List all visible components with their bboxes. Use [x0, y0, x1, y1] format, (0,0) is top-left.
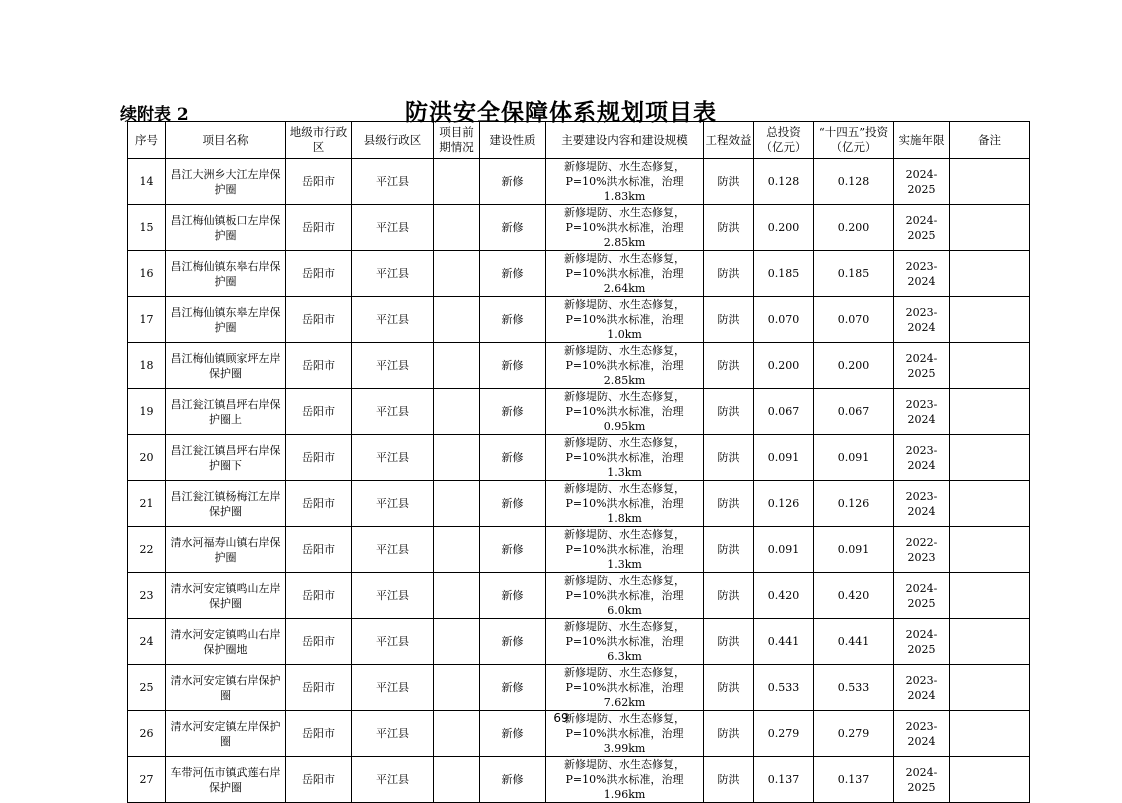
cell-col-main-content: 新修堤防、水生态修复，P=10%洪水标准，治理 1.83km [546, 159, 704, 205]
cell-col-total-investment: 0.126 [754, 481, 814, 527]
table-row [128, 619, 1030, 665]
cell-col-period: 2024-2025 [894, 573, 950, 619]
cell-col-prefecture: 岳阳市 [286, 757, 352, 803]
cell-col-preliminary [434, 665, 480, 711]
cell-col-county: 平江县 [352, 159, 434, 205]
cell-col-main-content: 新修堤防、水生态修复，P=10%洪水标准，治理 6.3km [546, 619, 704, 665]
table-row [128, 251, 1030, 297]
cell-col-preliminary [434, 481, 480, 527]
cell-col-remarks [950, 435, 1030, 481]
table-row [128, 343, 1030, 389]
cell-col-remarks [950, 481, 1030, 527]
cell-col-prefecture: 岳阳市 [286, 619, 352, 665]
cell-col-14th-five-year-investment: 0.441 [814, 619, 894, 665]
cell-col-14th-five-year-investment: 0.128 [814, 159, 894, 205]
header-col-preliminary: 项目前期情况 [434, 122, 480, 159]
cell-col-project-name: 车带河伍市镇武莲右岸保护圈 [166, 757, 286, 803]
cell-col-period: 2023-2024 [894, 251, 950, 297]
cell-col-county: 平江县 [352, 757, 434, 803]
cell-col-seq: 20 [128, 435, 166, 481]
cell-col-county: 平江县 [352, 619, 434, 665]
cell-col-project-name: 昌江瓮江镇昌坪右岸保护圈下 [166, 435, 286, 481]
header-col-project-name: 项目名称 [166, 122, 286, 159]
table-row [128, 665, 1030, 711]
cell-col-benefit: 防洪 [704, 389, 754, 435]
cell-col-total-investment: 0.185 [754, 251, 814, 297]
cell-col-county: 平江县 [352, 389, 434, 435]
cell-col-benefit: 防洪 [704, 573, 754, 619]
cell-col-period: 2023-2024 [894, 389, 950, 435]
cell-col-construction-type: 新修 [480, 757, 546, 803]
cell-col-14th-five-year-investment: 0.185 [814, 251, 894, 297]
cell-col-14th-five-year-investment: 0.200 [814, 205, 894, 251]
cell-col-remarks [950, 573, 1030, 619]
cell-col-total-investment: 0.091 [754, 527, 814, 573]
cell-col-total-investment: 0.279 [754, 711, 814, 757]
table-row [128, 527, 1030, 573]
cell-col-preliminary [434, 435, 480, 481]
table-row [128, 481, 1030, 527]
cell-col-main-content: 新修堤防、水生态修复，P=10%洪水标准，治理 2.85km [546, 205, 704, 251]
table-header-row [128, 122, 1030, 159]
project-table [127, 121, 1030, 803]
cell-col-prefecture: 岳阳市 [286, 159, 352, 205]
header-col-period: 实施年限 [894, 122, 950, 159]
cell-col-county: 平江县 [352, 435, 434, 481]
cell-col-county: 平江县 [352, 481, 434, 527]
cell-col-period: 2024-2025 [894, 757, 950, 803]
cell-col-total-investment: 0.533 [754, 665, 814, 711]
cell-col-benefit: 防洪 [704, 619, 754, 665]
cell-col-total-investment: 0.137 [754, 757, 814, 803]
cell-col-remarks [950, 389, 1030, 435]
cell-col-remarks [950, 159, 1030, 205]
cell-col-total-investment: 0.441 [754, 619, 814, 665]
table-row [128, 297, 1030, 343]
cell-col-construction-type: 新修 [480, 343, 546, 389]
cell-col-seq: 15 [128, 205, 166, 251]
cell-col-project-name: 清水河安定镇右岸保护圈 [166, 665, 286, 711]
table-body [128, 159, 1030, 803]
cell-col-remarks [950, 343, 1030, 389]
cell-col-project-name: 昌江瓮江镇杨梅江左岸保护圈 [166, 481, 286, 527]
cell-col-period: 2024-2025 [894, 343, 950, 389]
cell-col-remarks [950, 205, 1030, 251]
cell-col-seq: 18 [128, 343, 166, 389]
cell-col-total-investment: 0.067 [754, 389, 814, 435]
cell-col-benefit: 防洪 [704, 251, 754, 297]
cell-col-14th-five-year-investment: 0.279 [814, 711, 894, 757]
cell-col-total-investment: 0.200 [754, 205, 814, 251]
header-col-14th-five-year-investment: “十四五”投资（亿元） [814, 122, 894, 159]
header-col-seq: 序号 [128, 122, 166, 159]
table-row [128, 205, 1030, 251]
cell-col-construction-type: 新修 [480, 481, 546, 527]
table-caption: 续附表 2 [120, 105, 189, 125]
cell-col-county: 平江县 [352, 527, 434, 573]
cell-col-seq: 27 [128, 757, 166, 803]
cell-col-14th-five-year-investment: 0.137 [814, 757, 894, 803]
cell-col-preliminary [434, 527, 480, 573]
cell-col-project-name: 昌江梅仙镇东皋右岸保护圈 [166, 251, 286, 297]
cell-col-construction-type: 新修 [480, 665, 546, 711]
cell-col-project-name: 昌江大洲乡大江左岸保护圈 [166, 159, 286, 205]
cell-col-prefecture: 岳阳市 [286, 389, 352, 435]
page-number: 69 [553, 711, 569, 725]
cell-col-14th-five-year-investment: 0.067 [814, 389, 894, 435]
cell-col-period: 2023-2024 [894, 297, 950, 343]
cell-col-project-name: 清水河福寿山镇右岸保护圈 [166, 527, 286, 573]
cell-col-14th-five-year-investment: 0.126 [814, 481, 894, 527]
cell-col-benefit: 防洪 [704, 159, 754, 205]
cell-col-county: 平江县 [352, 297, 434, 343]
cell-col-main-content: 新修堤防、水生态修复，P=10%洪水标准，治理 1.96km [546, 757, 704, 803]
cell-col-total-investment: 0.070 [754, 297, 814, 343]
cell-col-14th-five-year-investment: 0.091 [814, 435, 894, 481]
cell-col-seq: 14 [128, 159, 166, 205]
cell-col-preliminary [434, 389, 480, 435]
cell-col-preliminary [434, 297, 480, 343]
cell-col-seq: 24 [128, 619, 166, 665]
cell-col-seq: 25 [128, 665, 166, 711]
header-col-prefecture: 地级市行政区 [286, 122, 352, 159]
cell-col-county: 平江县 [352, 251, 434, 297]
cell-col-benefit: 防洪 [704, 711, 754, 757]
cell-col-prefecture: 岳阳市 [286, 205, 352, 251]
cell-col-benefit: 防洪 [704, 297, 754, 343]
cell-col-total-investment: 0.420 [754, 573, 814, 619]
cell-col-construction-type: 新修 [480, 435, 546, 481]
cell-col-prefecture: 岳阳市 [286, 251, 352, 297]
table-row [128, 573, 1030, 619]
cell-col-construction-type: 新修 [480, 205, 546, 251]
cell-col-county: 平江县 [352, 711, 434, 757]
cell-col-county: 平江县 [352, 665, 434, 711]
cell-col-seq: 23 [128, 573, 166, 619]
cell-col-construction-type: 新修 [480, 159, 546, 205]
cell-col-period: 2024-2025 [894, 159, 950, 205]
cell-col-preliminary [434, 159, 480, 205]
cell-col-seq: 21 [128, 481, 166, 527]
cell-col-main-content: 新修堤防、水生态修复，P=10%洪水标准，治理 7.62km [546, 665, 704, 711]
cell-col-project-name: 昌江梅仙镇东皋左岸保护圈 [166, 297, 286, 343]
table-row [128, 435, 1030, 481]
cell-col-construction-type: 新修 [480, 251, 546, 297]
cell-col-construction-type: 新修 [480, 389, 546, 435]
cell-col-project-name: 清水河安定镇鸣山左岸保护圈 [166, 573, 286, 619]
cell-col-period: 2023-2024 [894, 711, 950, 757]
cell-col-benefit: 防洪 [704, 481, 754, 527]
table-row [128, 159, 1030, 205]
cell-col-preliminary [434, 757, 480, 803]
cell-col-main-content: 新修堤防、水生态修复，P=10%洪水标准，治理 3.99km [546, 711, 704, 757]
table-row [128, 757, 1030, 803]
cell-col-period: 2024-2025 [894, 205, 950, 251]
cell-col-county: 平江县 [352, 573, 434, 619]
cell-col-prefecture: 岳阳市 [286, 343, 352, 389]
cell-col-preliminary [434, 251, 480, 297]
cell-col-prefecture: 岳阳市 [286, 573, 352, 619]
cell-col-main-content: 新修堤防、水生态修复，P=10%洪水标准，治理 1.3km [546, 527, 704, 573]
cell-col-project-name: 昌江梅仙镇顾家坪左岸保护圈 [166, 343, 286, 389]
cell-col-project-name: 清水河安定镇左岸保护圈 [166, 711, 286, 757]
cell-col-prefecture: 岳阳市 [286, 527, 352, 573]
cell-col-county: 平江县 [352, 205, 434, 251]
header-col-construction-type: 建设性质 [480, 122, 546, 159]
cell-col-project-name: 昌江瓮江镇昌坪右岸保护圈上 [166, 389, 286, 435]
cell-col-14th-five-year-investment: 0.091 [814, 527, 894, 573]
cell-col-period: 2023-2024 [894, 435, 950, 481]
cell-col-construction-type: 新修 [480, 573, 546, 619]
cell-col-remarks [950, 297, 1030, 343]
cell-col-total-investment: 0.128 [754, 159, 814, 205]
cell-col-benefit: 防洪 [704, 757, 754, 803]
cell-col-project-name: 清水河安定镇鸣山右岸保护圈地 [166, 619, 286, 665]
cell-col-construction-type: 新修 [480, 711, 546, 757]
header-col-remarks: 备注 [950, 122, 1030, 159]
cell-col-prefecture: 岳阳市 [286, 711, 352, 757]
cell-col-prefecture: 岳阳市 [286, 481, 352, 527]
cell-col-seq: 16 [128, 251, 166, 297]
cell-col-total-investment: 0.091 [754, 435, 814, 481]
cell-col-remarks [950, 757, 1030, 803]
cell-col-main-content: 新修堤防、水生态修复，P=10%洪水标准，治理 1.0km [546, 297, 704, 343]
cell-col-county: 平江县 [352, 343, 434, 389]
cell-col-benefit: 防洪 [704, 205, 754, 251]
header-col-main-content: 主要建设内容和建设规模 [546, 122, 704, 159]
cell-col-period: 2022-2023 [894, 527, 950, 573]
page-title: 防洪安全保障体系规划项目表 [405, 99, 717, 126]
cell-col-remarks [950, 619, 1030, 665]
cell-col-period: 2023-2024 [894, 481, 950, 527]
cell-col-project-name: 昌江梅仙镇板口左岸保护圈 [166, 205, 286, 251]
cell-col-preliminary [434, 619, 480, 665]
header-col-benefit: 工程效益 [704, 122, 754, 159]
table-row [128, 389, 1030, 435]
cell-col-preliminary [434, 573, 480, 619]
cell-col-construction-type: 新修 [480, 619, 546, 665]
cell-col-total-investment: 0.200 [754, 343, 814, 389]
cell-col-remarks [950, 251, 1030, 297]
cell-col-seq: 22 [128, 527, 166, 573]
cell-col-construction-type: 新修 [480, 527, 546, 573]
cell-col-main-content: 新修堤防、水生态修复，P=10%洪水标准，治理 1.3km [546, 435, 704, 481]
cell-col-benefit: 防洪 [704, 343, 754, 389]
cell-col-benefit: 防洪 [704, 527, 754, 573]
cell-col-prefecture: 岳阳市 [286, 665, 352, 711]
cell-col-construction-type: 新修 [480, 297, 546, 343]
cell-col-main-content: 新修堤防、水生态修复，P=10%洪水标准，治理 1.8km [546, 481, 704, 527]
cell-col-remarks [950, 665, 1030, 711]
cell-col-seq: 19 [128, 389, 166, 435]
cell-col-seq: 17 [128, 297, 166, 343]
cell-col-main-content: 新修堤防、水生态修复，P=10%洪水标准，治理 2.64km [546, 251, 704, 297]
cell-col-remarks [950, 527, 1030, 573]
cell-col-main-content: 新修堤防、水生态修复，P=10%洪水标准，治理 2.85km [546, 343, 704, 389]
cell-col-preliminary [434, 205, 480, 251]
cell-col-prefecture: 岳阳市 [286, 435, 352, 481]
cell-col-main-content: 新修堤防、水生态修复，P=10%洪水标准，治理 0.95km [546, 389, 704, 435]
cell-col-14th-five-year-investment: 0.533 [814, 665, 894, 711]
header-col-county: 县级行政区 [352, 122, 434, 159]
cell-col-prefecture: 岳阳市 [286, 297, 352, 343]
cell-col-period: 2024-2025 [894, 619, 950, 665]
cell-col-seq: 26 [128, 711, 166, 757]
cell-col-period: 2023-2024 [894, 665, 950, 711]
cell-col-14th-five-year-investment: 0.070 [814, 297, 894, 343]
cell-col-main-content: 新修堤防、水生态修复，P=10%洪水标准，治理 6.0km [546, 573, 704, 619]
header-col-total-investment: 总投资（亿元） [754, 122, 814, 159]
cell-col-preliminary [434, 343, 480, 389]
cell-col-14th-five-year-investment: 0.200 [814, 343, 894, 389]
cell-col-14th-five-year-investment: 0.420 [814, 573, 894, 619]
cell-col-benefit: 防洪 [704, 435, 754, 481]
cell-col-benefit: 防洪 [704, 665, 754, 711]
